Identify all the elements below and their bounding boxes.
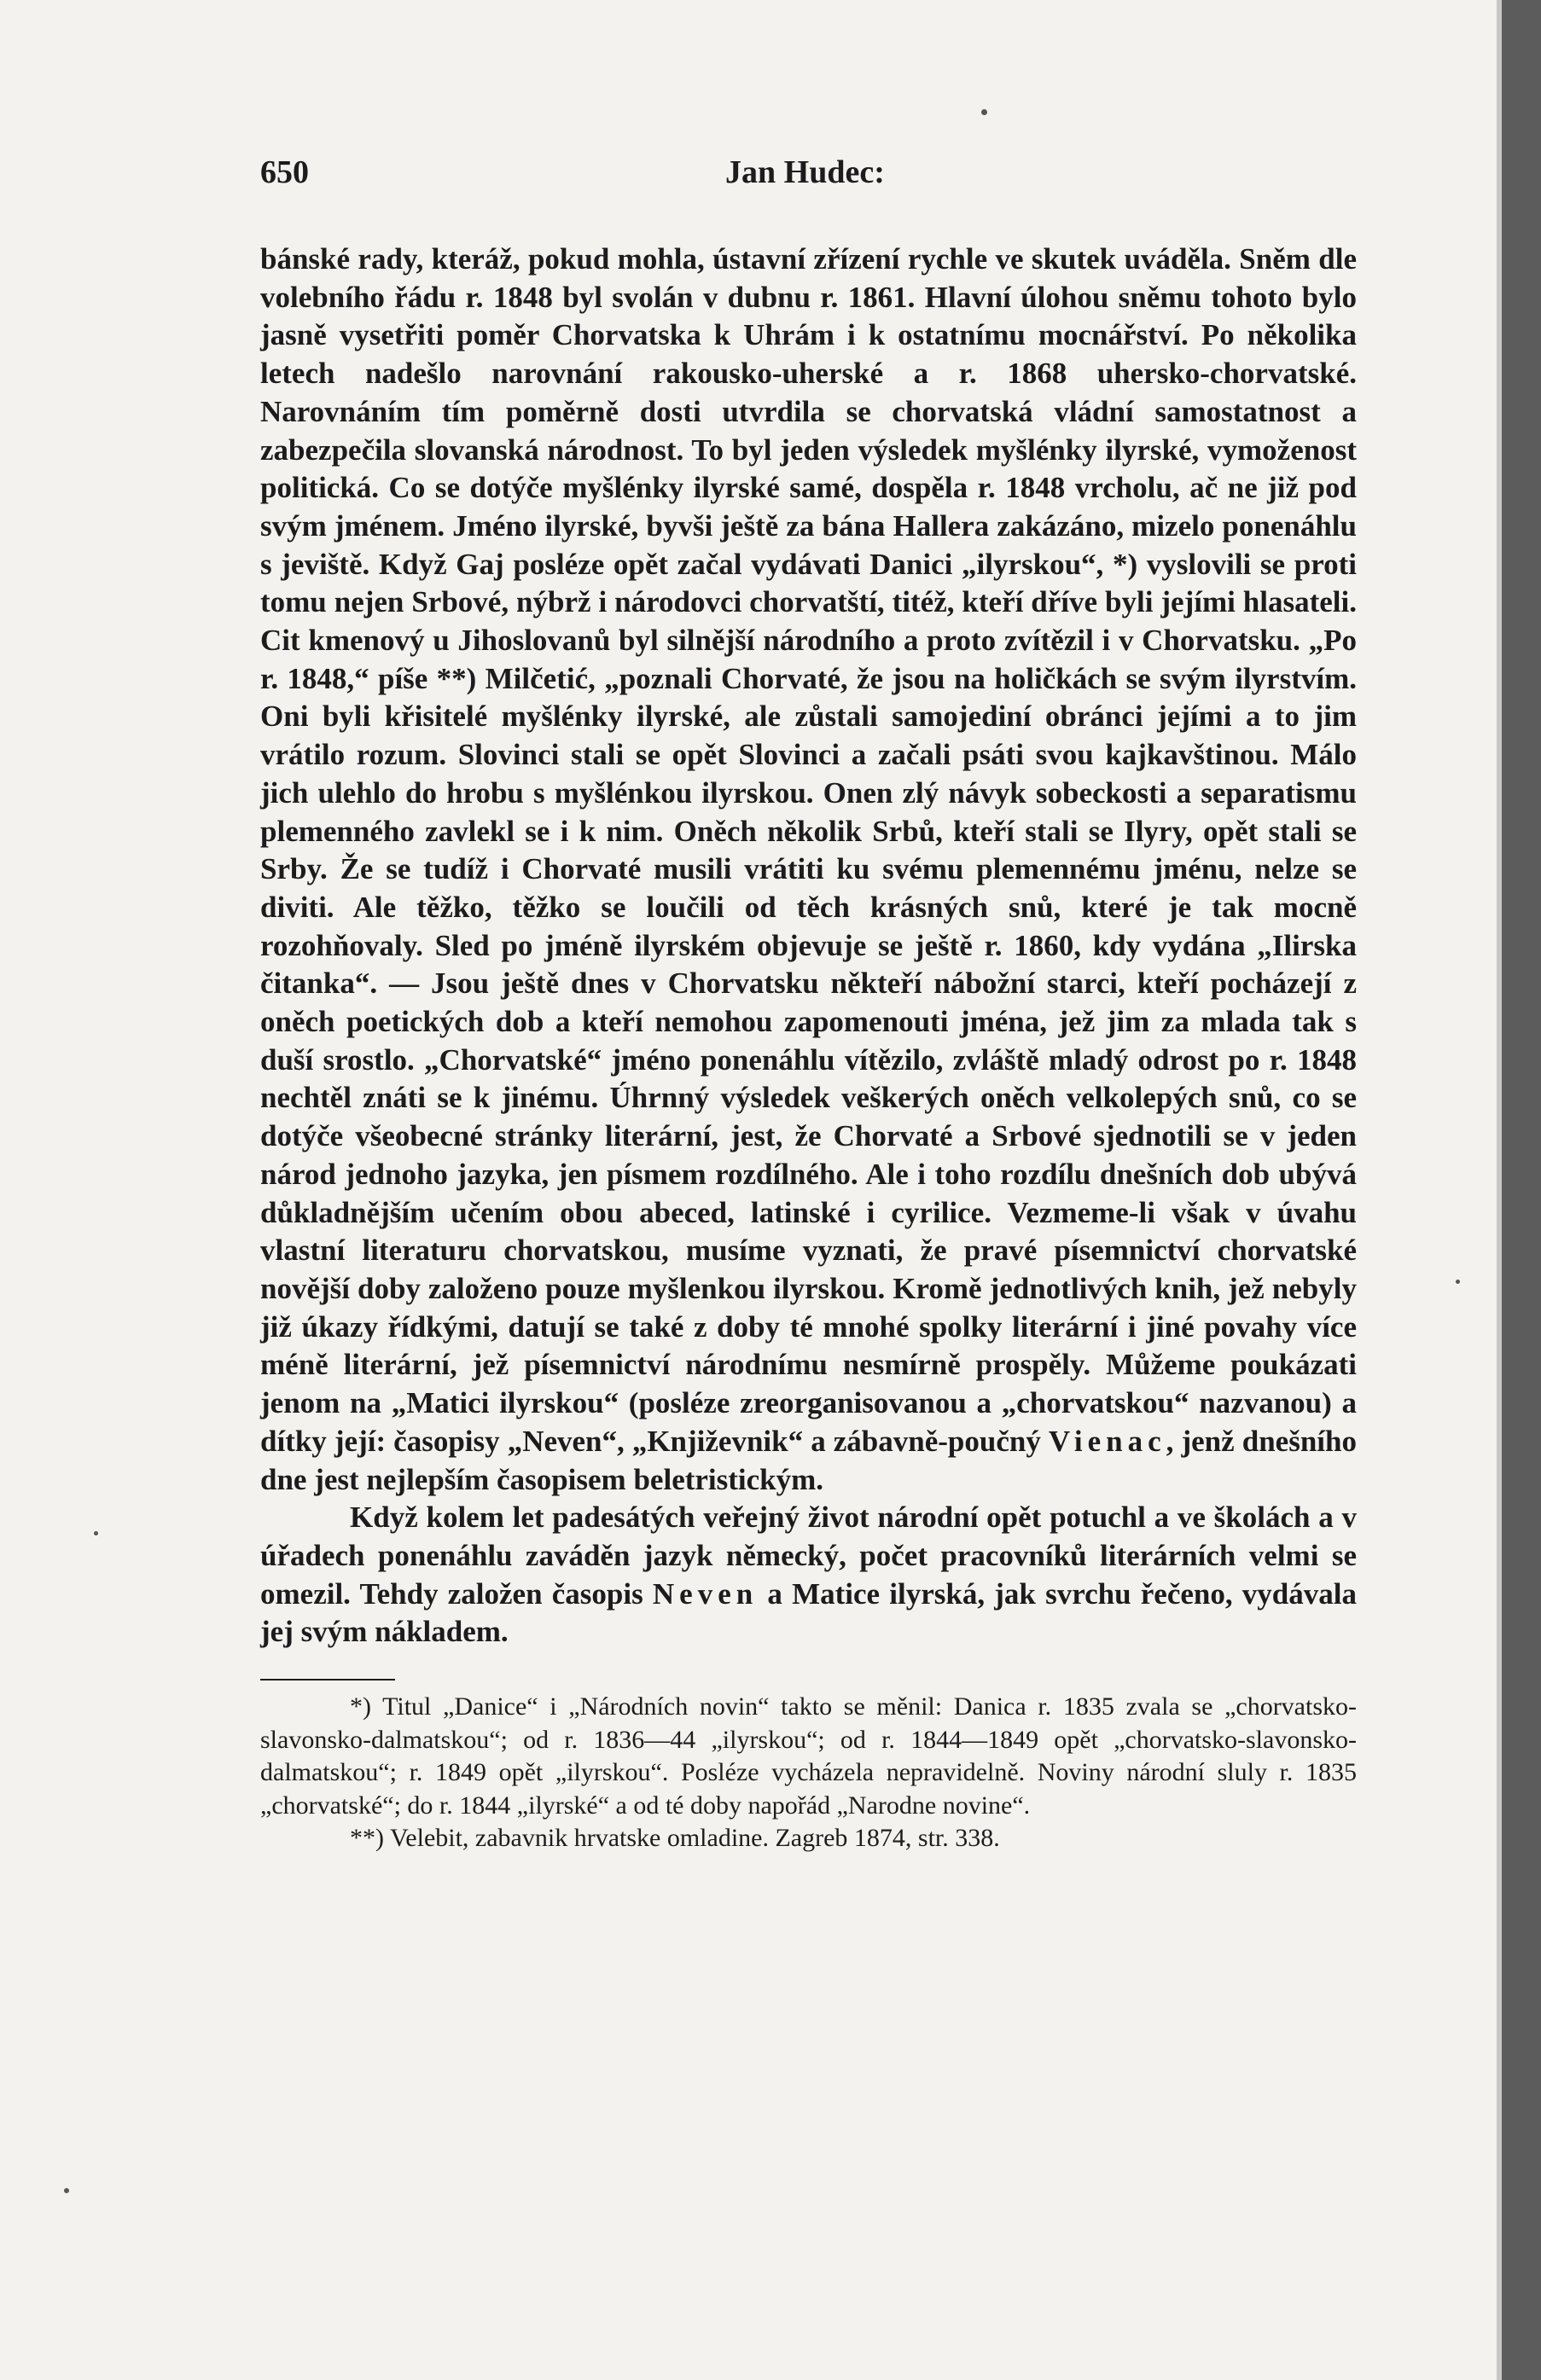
footnote-divider — [260, 1679, 395, 1681]
page-number: 650 — [260, 154, 309, 190]
scan-margin — [1502, 0, 1541, 2380]
paragraph-text: a Matice ilyrská, jak svrchu řečeno, vydávala jej svým nákladem. — [260, 1576, 1357, 1649]
running-head-author: Jan Hudec: — [725, 154, 885, 190]
scan-speck — [981, 109, 987, 115]
scan-speck — [94, 1531, 98, 1535]
spaced-title: Neven — [652, 1576, 759, 1611]
paragraph-text: Když kolem let padesátých veřejný život národní opět potuchl a ve školách a v úřadech ponenáhlu zaváděn jazyk německý, počet pracovníků literárních velmi se omezil. Tehdy založen časopis — [260, 1501, 1357, 1611]
footnote: *) Titul „Danice“ i „Národních novin“ takto se měnil: Danica r. 1835 zvala se „chorvatsko-slavonsko-dalmatskou“; od r. 1836—44 „ilyrskou“; od r. 1844—1849 opět „chorvatsko-slavonsko-dalmatskou“; r. 1849 opět „ilyrskou“. Posléze vycházela nepravidelně. Noviny národní sluly r. 1835 „chorvatské“; do r. 1844 „ilyrské“ a od té doby napořád „Narodne novine“. — [260, 1692, 1357, 1820]
paragraph — [260, 241, 1357, 1499]
scan-speck — [64, 2188, 69, 2193]
paragraph-text: bánské rady, kteráž, pokud mohla, ústavní zřízení rychle ve skutek uváděla. Sněm dle volebního řádu r. 1848 byl svolán v dubnu r. 1861. Hlavní úlohou sněmu tohoto bylo jasně vysetřiti poměr Chorvatska k Uhrám i k ostatnímu mocnářství. Po několika letech nadešlo narovnání rakousko-uherské a r. 1868 uhersko-chorvatské. Narovnáním tím poměrně dosti utvrdila se chorvatská vládní samostatnost a zabezpečila slovanská národnost. To byl jeden výsledek myšlénky ilyrské, vymoženost politická. Co se dotýče myšlénky ilyrské samé, dospěla r. 1848 vrcholu, ač ne již pod svým jménem. Jméno ilyrské, byvši ještě za bána Hallera zakázáno, mizelo ponenáhlu s jeviště. Když Gaj posléze opět začal vydávati Danici „ilyrskou“, *) vyslovili se proti tomu nejen Srbové, nýbrž i národovci chorvatští, titéž, kteří dříve byli jejími hlasateli. Cit kmenový u Jihoslovanů byl silnější národního a proto zvítězil i v Chorvatsku. „Po r. 1848,“ píše **) Milčetić, „poznali Chorvaté, že jsou na holičkách se svým ilyrstvím. Oni byli křisitelé myšlénky ilyrské, ale zůstali samojediní obránci jejími a to jim vrátilo rozum. Slovinci stali se opět Slovinci a začali psáti svou kajkavštinou. Málo jich ulehlo do hrobu s myšlénkou ilyrskou. Onen zlý návyk sobeckosti a separatismu plemenného zavlekl se i k nim. Oněch několik Srbů, kteří stali se Ilyry, opět stali se Srby. Že se tudíž i Chorvaté musili vrátiti ku svému plemennému jménu, nelze se diviti. Ale těžko, těžko se loučili od těch krásných snů, které je tak mocně rozohňovaly. Sled po jméně ilyrském objevuje se ještě r. 1860, kdy vydána „Ilirska čitanka“. — Jsou ještě dnes v Chorvatsku někteří nábožní starci, kteří pocházejí z oněch poetických dob a kteří nemohou zapomenouti jména, jež jim za mlada tak s duší srostlo. „Chorvatské“ jméno ponenáhlu vítězilo, zvláště mladý odrost po r. 1848 nechtěl znáti se k jinému. Úhrnný výsledek veškerých oněch velkolepých snů, co se dotýče všeobecné stránky literární, jest, že Chorvaté a Srbové sjednotili se v jeden národ jednoho jazyka, jen písmem rozdílného. Ale i toho rozdílu dnešních dob ubývá důkladnějším učením obou abeced, latinské i cyrilice. Vezmeme-li však v úvahu vlastní literaturu chorvatskou, musíme vyznati, že pravé písemnictví chorvatské novější doby založeno pouze myšlenkou ilyrskou. Kromě jednotlivých knih, jež nebyly již úkazy řídkými, datují se také z doby té mnohé spolky literární i jiné povahy více méně literární, jež písemnictví národnímu nesmírně prospěly. Můžeme poukázati jenom na „Matici ilyrskou“ (posléze zreorganisovanou a „chorvatskou“ nazvanou) a dítky její: časopisy „Neven“, „Književnik“ a zábavně-poučný — [260, 242, 1357, 1458]
paragraph — [260, 1499, 1357, 1651]
book-page — [260, 154, 1357, 1855]
spaced-title: Vienac — [1048, 1424, 1166, 1458]
paragraph-text: , jenž dnešního dne jest nejlepším časopisem beletristickým. — [260, 1424, 1357, 1496]
running-head — [260, 154, 1357, 205]
footnotes — [260, 1691, 1357, 1855]
footnote: **) Velebit, zabavnik hrvatske omladine. Zagreb 1874, str. 338. — [350, 1824, 1000, 1853]
main-text — [260, 241, 1357, 1651]
scan-speck — [1456, 1280, 1460, 1284]
